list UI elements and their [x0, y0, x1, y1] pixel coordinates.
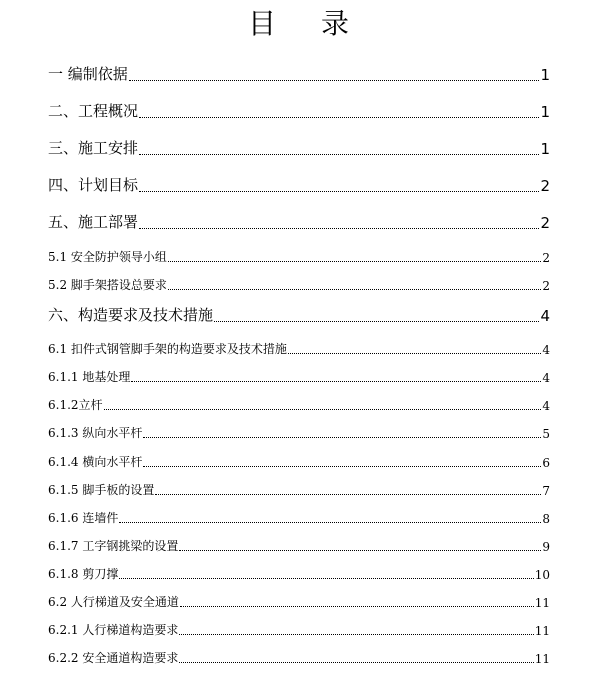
toc-entry-label: 6.1.2立杆	[48, 398, 103, 412]
toc-entry[interactable]	[48, 136, 550, 158]
toc-entry-page: 11	[534, 652, 550, 666]
toc-entry-page: 4	[542, 399, 550, 413]
toc-entry[interactable]	[48, 452, 550, 470]
toc-entry-page: 4	[542, 371, 550, 385]
leader-dots	[214, 321, 539, 322]
toc-entry-label: 三、施工安排	[48, 139, 139, 157]
toc-entry-page: 2	[540, 214, 550, 232]
toc-entry-label: 6.1.8 剪刀撑	[48, 567, 119, 581]
leader-dots	[139, 191, 539, 192]
toc-entry-label: 6.1.1 地基处理	[48, 370, 131, 384]
leader-dots	[143, 437, 541, 438]
toc-entry-page: 11	[534, 624, 550, 638]
toc-entry[interactable]	[48, 339, 550, 357]
toc-entry-page: 5	[542, 427, 550, 441]
toc-entry[interactable]	[48, 620, 550, 638]
toc-entry[interactable]	[48, 62, 550, 84]
leader-dots	[119, 578, 533, 579]
toc-entry-page: 2	[542, 251, 550, 265]
toc-entry[interactable]	[48, 508, 550, 526]
toc-entry-label: 5.2 脚手架搭设总要求	[48, 278, 167, 292]
toc-entry-label: 6.1.5 脚手板的设置	[48, 483, 155, 497]
toc-entry-page: 1	[540, 103, 550, 121]
toc-entry[interactable]	[48, 480, 550, 498]
toc-entry[interactable]	[48, 367, 550, 385]
toc-entry[interactable]	[48, 99, 550, 121]
toc-entry-page: 1	[540, 140, 550, 158]
toc-entry-label: 6.1.7 工字钢挑梁的设置	[48, 539, 179, 553]
toc-entry-label: 六、构造要求及技术措施	[48, 306, 214, 324]
toc-entry[interactable]	[48, 247, 550, 265]
leader-dots	[179, 662, 533, 663]
toc-entry-page: 9	[542, 540, 550, 554]
toc-entry[interactable]	[48, 648, 550, 666]
toc-entry-label: 6.2.1 人行梯道构造要求	[48, 623, 179, 637]
toc-entry[interactable]	[48, 303, 550, 325]
toc-entry-label: 五、施工部署	[48, 213, 139, 231]
toc-entry[interactable]	[48, 592, 550, 610]
toc-entry-page: 4	[542, 343, 550, 357]
leader-dots	[168, 289, 541, 290]
page-title: 目 录	[248, 7, 367, 40]
toc-entry-label: 6.2 人行梯道及安全通道	[48, 595, 179, 609]
toc-entry-page: 6	[542, 456, 550, 470]
leader-dots	[104, 409, 542, 410]
toc-entry-page: 4	[540, 307, 550, 325]
toc-entry-page: 8	[542, 512, 550, 526]
toc-entry[interactable]	[48, 173, 550, 195]
toc-entry[interactable]	[48, 395, 550, 413]
toc-entry-label: 6.1.4 横向水平杆	[48, 455, 143, 469]
toc-entry-label: 四、计划目标	[48, 176, 139, 194]
toc-entry-page: 11	[534, 596, 550, 610]
toc-entry-label: 5.1 安全防护领导小组	[48, 250, 167, 264]
toc-entry-page: 10	[534, 568, 550, 582]
toc-entry-label: 二、工程概况	[48, 102, 139, 120]
leader-dots	[179, 550, 541, 551]
leader-dots	[180, 606, 534, 607]
leader-dots	[129, 80, 540, 81]
toc-entry[interactable]	[48, 564, 550, 582]
leader-dots	[131, 381, 541, 382]
toc-entry[interactable]	[48, 423, 550, 441]
leader-dots	[139, 228, 539, 229]
leader-dots	[139, 154, 539, 155]
leader-dots	[139, 117, 539, 118]
leader-dots	[179, 634, 533, 635]
toc-entry-page: 2	[542, 279, 550, 293]
leader-dots	[168, 261, 541, 262]
leader-dots	[143, 466, 541, 467]
toc-entry-label: 6.1.6 连墙件	[48, 511, 119, 525]
leader-dots	[119, 522, 541, 523]
toc-entry[interactable]	[48, 536, 550, 554]
toc-entry-page: 1	[540, 66, 550, 84]
toc-entry-label: 一 编制依据	[48, 65, 128, 83]
toc-entry-label: 6.2.2 安全通道构造要求	[48, 651, 179, 665]
toc-entry-label: 6.1 扣件式钢管脚手架的构造要求及技术措施	[48, 342, 287, 356]
toc-entry[interactable]	[48, 210, 550, 232]
toc-entry-page: 2	[540, 177, 550, 195]
toc-entry-label: 6.1.3 纵向水平杆	[48, 426, 143, 440]
leader-dots	[155, 494, 541, 495]
toc-entry-page: 7	[542, 484, 550, 498]
toc-entry[interactable]	[48, 275, 550, 293]
leader-dots	[288, 353, 541, 354]
